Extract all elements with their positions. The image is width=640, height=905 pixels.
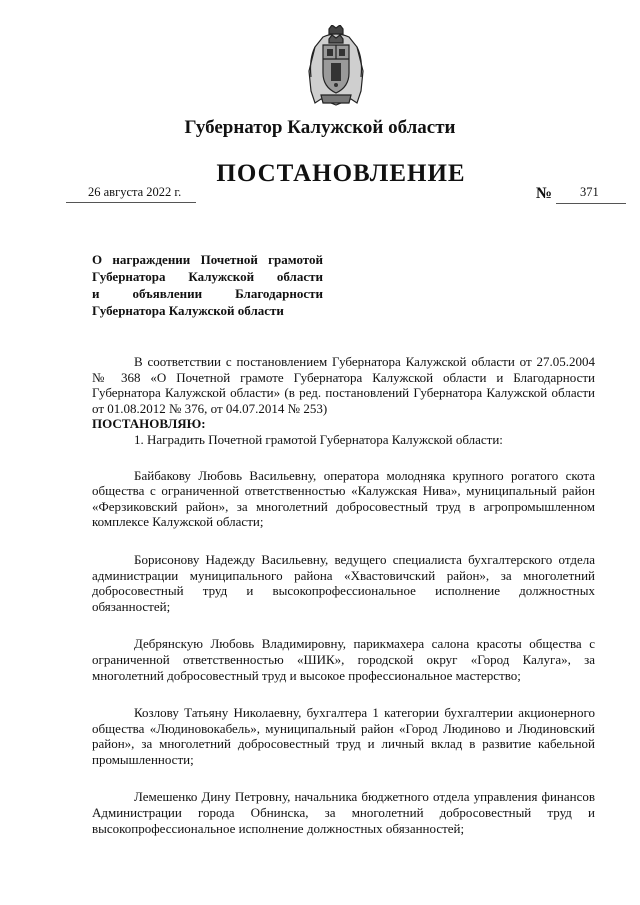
document-number: 371 (580, 185, 599, 199)
awardee-paragraph: Борисонову Надежду Васильевну, ведущего специалиста бухгалтерского отдела администрации муниципального района «Хвастовичский район», за многолетний добросовестный труд и высокопрофессиональное исполнение должностных обязанностей; (92, 551, 595, 614)
preamble-paragraph: В соответствии с постановлением Губернатора Калужской области от 27.05.2004 № 368 «О Почетной грамоте Губернатора Калужской области и Благодарности Губернатора Калужской области» (в ред. постановлений Губернатора Калужской области от 01.08.2012 № 376, от 04.07.2014 № 253) (92, 354, 595, 416)
document-body (92, 354, 595, 836)
document-date: 26 августа 2022 г. (88, 185, 182, 199)
number-underline (556, 203, 626, 204)
paragraph-gap (92, 448, 595, 468)
subject-line: Губернатора Калужской области (92, 269, 323, 284)
awardee-paragraph: Дебрянскую Любовь Владимировну, парикмахера салона красоты общества с ограниченной ответственностью «ШИК», городской округ «Город Калуга», за многолетний добросовестный труд и высокое профессиональное мастерство; (92, 636, 595, 683)
number-sign: № (536, 185, 553, 202)
decree-word: ПОСТАНОВЛЯЮ: (92, 416, 206, 432)
paragraph-gap (92, 530, 595, 552)
paragraph-gap (92, 683, 595, 705)
subject-line: О награждении Почетной грамотой (92, 252, 323, 267)
clause-1: 1. Наградить Почетной грамотой Губернатора Калужской области: (134, 431, 503, 447)
subject-line: и объявлении Благодарности (92, 286, 323, 301)
awardee-paragraph: Байбакову Любовь Васильевну, оператора молодняка крупного рогатого скота общества с ограниченной ответственностью «Калужская Нива», муниципальный район «Ферзиковский район», за многолетний добросовестный труд в агропромышленном комплексе Калужской области; (92, 467, 595, 530)
subject-heading (92, 251, 323, 319)
subject-line: Губернатора Калужской области (92, 303, 284, 318)
paragraph-gap (92, 614, 595, 636)
awardee-paragraph: Лемешенко Дину Петровну, начальника бюджетного отдела управления финансов Администрации города Обнинска, за многолетний добросовестный труд и высокопрофессиональное исполнение должностных обязанностей; (92, 789, 595, 836)
authority-title: Губернатор Калужской области (184, 117, 456, 138)
date-underline (66, 202, 196, 203)
document-type: ПОСТАНОВЛЕНИЕ (216, 160, 466, 187)
awardee-paragraph: Козлову Татьяну Николаевну, бухгалтера 1 категории бухгалтерии акционерного общества «Людиновокабель», муниципальный район «Город Людиново и Людиновский район», за многолетний добросовестный труд и личный вклад в развитие кабельной промышленности; (92, 705, 595, 767)
paragraph-gap (92, 767, 595, 789)
coat-of-arms-icon (305, 25, 367, 107)
